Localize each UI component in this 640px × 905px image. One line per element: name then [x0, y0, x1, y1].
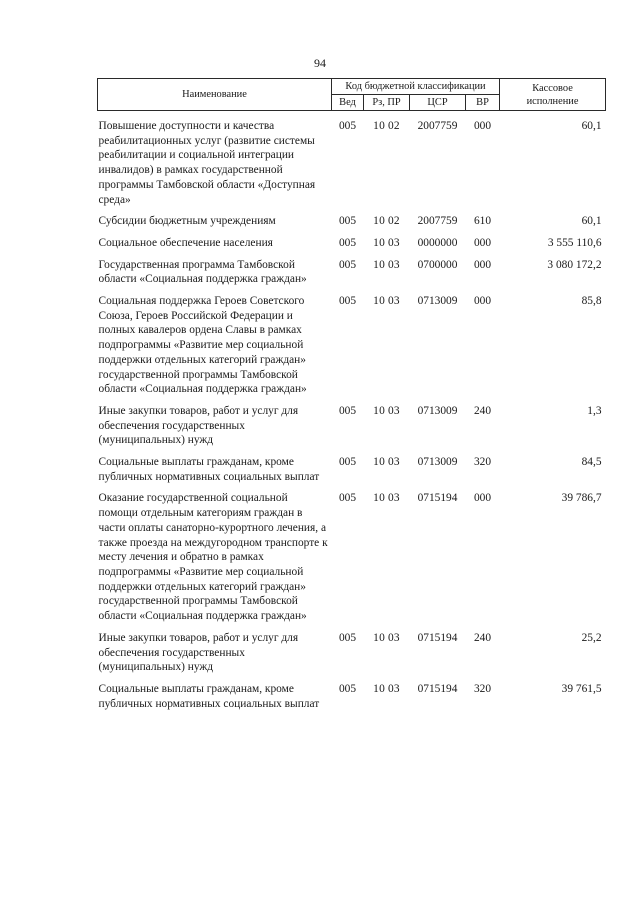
cell-rz-pr: 10 03 — [373, 236, 400, 249]
cell-ved: 005 — [338, 631, 357, 644]
table-row — [98, 404, 606, 455]
cell-ved: 005 — [338, 236, 357, 249]
cell-amount: 60,1 — [581, 215, 602, 228]
cell-csr: 0713009 — [417, 295, 458, 308]
cell-name: Иные закупки товаров, работ и услуг для обеспечения государственных (муниципальных) нужд — [98, 404, 299, 447]
table-row — [98, 258, 606, 294]
cell-vr: 000 — [473, 120, 492, 132]
table-row — [98, 294, 606, 404]
cell-name: Оказание государственной социальной помощи отдельным категориям граждан в части оплаты санаторно-курортного лечения, а также проезда на междугородном транспорте к месту лечения и обратно в рамках подпрограммы «Развитие мер социальной поддержки отдельных категорий граждан» государственной программы Тамбовской области «Социальная поддержка граждан» — [98, 492, 328, 623]
cell-csr: 0715194 — [417, 631, 458, 644]
cell-name: Иные закупки товаров, работ и услуг для обеспечения государственных (муниципальных) нужд — [98, 631, 299, 674]
cell-vr: 000 — [473, 258, 492, 271]
cell-name: Повышение доступности и качества реабилитационных услуг (развитие системы реабилитации и социальной интеграции инвалидов) в рамках государственной программы Тамбовской области «Доступная среда» — [98, 120, 316, 206]
cell-name: Социальная поддержка Героев Советского Союза, Героев Российской Федерации и полных кавалеров ордена Славы в рамках подпрограммы «Развитие мер социальной поддержки отдельных категорий граждан» государственной программы Тамбовской области «Социальная поддержка граждан» — [98, 295, 307, 396]
cell-csr: 0713009 — [417, 456, 458, 469]
cell-ved: 005 — [338, 456, 357, 469]
table-row — [98, 491, 606, 630]
cell-rz-pr: 10 03 — [373, 404, 400, 417]
header-vr: ВР — [466, 95, 500, 111]
cell-rz-pr: 10 03 — [373, 492, 400, 505]
cell-csr: 0700000 — [417, 258, 458, 271]
cell-vr: 610 — [473, 215, 492, 228]
cell-amount: 85,8 — [581, 295, 602, 308]
table-row — [98, 111, 606, 215]
header-execution-line2: исполнение — [526, 95, 579, 107]
cell-rz-pr: 10 03 — [373, 682, 400, 695]
cell-vr: 000 — [473, 295, 492, 308]
header-code-group: Код бюджетной классификации — [332, 79, 500, 95]
cell-rz-pr: 10 03 — [373, 295, 400, 308]
cell-name: Субсидии бюджетным учреждениям — [98, 215, 276, 228]
header-execution — [500, 79, 606, 111]
cell-csr: 0713009 — [417, 404, 458, 417]
cell-name: Социальные выплаты гражданам, кроме публичных нормативных социальных выплат — [98, 682, 320, 710]
table-row — [98, 455, 606, 491]
cell-amount: 60,1 — [581, 120, 602, 132]
cell-vr: 000 — [473, 492, 492, 505]
header-rz-pr: Рз, ПР — [364, 95, 410, 111]
table-row — [98, 214, 606, 236]
cell-amount: 3 080 172,2 — [547, 258, 602, 271]
table-row — [98, 682, 606, 718]
header-execution-line1: Кассовое — [532, 82, 573, 94]
cell-rz-pr: 10 02 — [373, 215, 400, 228]
cell-amount: 39 761,5 — [561, 682, 602, 695]
cell-vr: 320 — [473, 682, 492, 695]
cell-name: Социальное обеспечение населения — [98, 236, 273, 249]
cell-name: Государственная программа Тамбовской области «Социальная поддержка граждан» — [98, 258, 307, 286]
header-csr: ЦСР — [410, 95, 466, 111]
cell-vr: 320 — [473, 456, 492, 469]
cell-vr: 240 — [473, 404, 492, 417]
cell-ved: 005 — [338, 215, 357, 228]
header-ved: Вед — [332, 95, 364, 111]
table-row — [98, 631, 606, 682]
cell-csr: 0715194 — [417, 682, 458, 695]
table-body — [98, 111, 606, 719]
budget-execution-table — [97, 78, 606, 718]
cell-amount: 84,5 — [581, 456, 602, 469]
cell-amount: 1,3 — [587, 404, 602, 417]
cell-amount: 3 555 110,6 — [547, 236, 602, 249]
cell-ved: 005 — [338, 258, 357, 271]
cell-csr: 2007759 — [417, 215, 458, 228]
cell-rz-pr: 10 02 — [373, 120, 400, 132]
cell-name: Социальные выплаты гражданам, кроме публичных нормативных социальных выплат — [98, 456, 320, 483]
header-name: Наименование — [98, 79, 332, 111]
cell-amount: 39 786,7 — [561, 492, 602, 505]
cell-amount: 25,2 — [581, 631, 602, 644]
cell-ved: 005 — [338, 492, 357, 505]
cell-ved: 005 — [338, 682, 357, 695]
cell-rz-pr: 10 03 — [373, 631, 400, 644]
cell-ved: 005 — [338, 295, 357, 308]
cell-ved: 005 — [338, 120, 357, 132]
cell-csr: 2007759 — [417, 120, 458, 132]
cell-ved: 005 — [338, 404, 357, 417]
page-number: 94 — [314, 56, 326, 70]
cell-csr: 0000000 — [417, 236, 458, 249]
cell-csr: 0715194 — [417, 492, 458, 505]
table-header — [98, 79, 606, 111]
cell-vr: 240 — [473, 631, 492, 644]
table-row — [98, 236, 606, 258]
cell-rz-pr: 10 03 — [373, 258, 400, 271]
cell-vr: 000 — [473, 236, 492, 249]
cell-rz-pr: 10 03 — [373, 456, 400, 469]
